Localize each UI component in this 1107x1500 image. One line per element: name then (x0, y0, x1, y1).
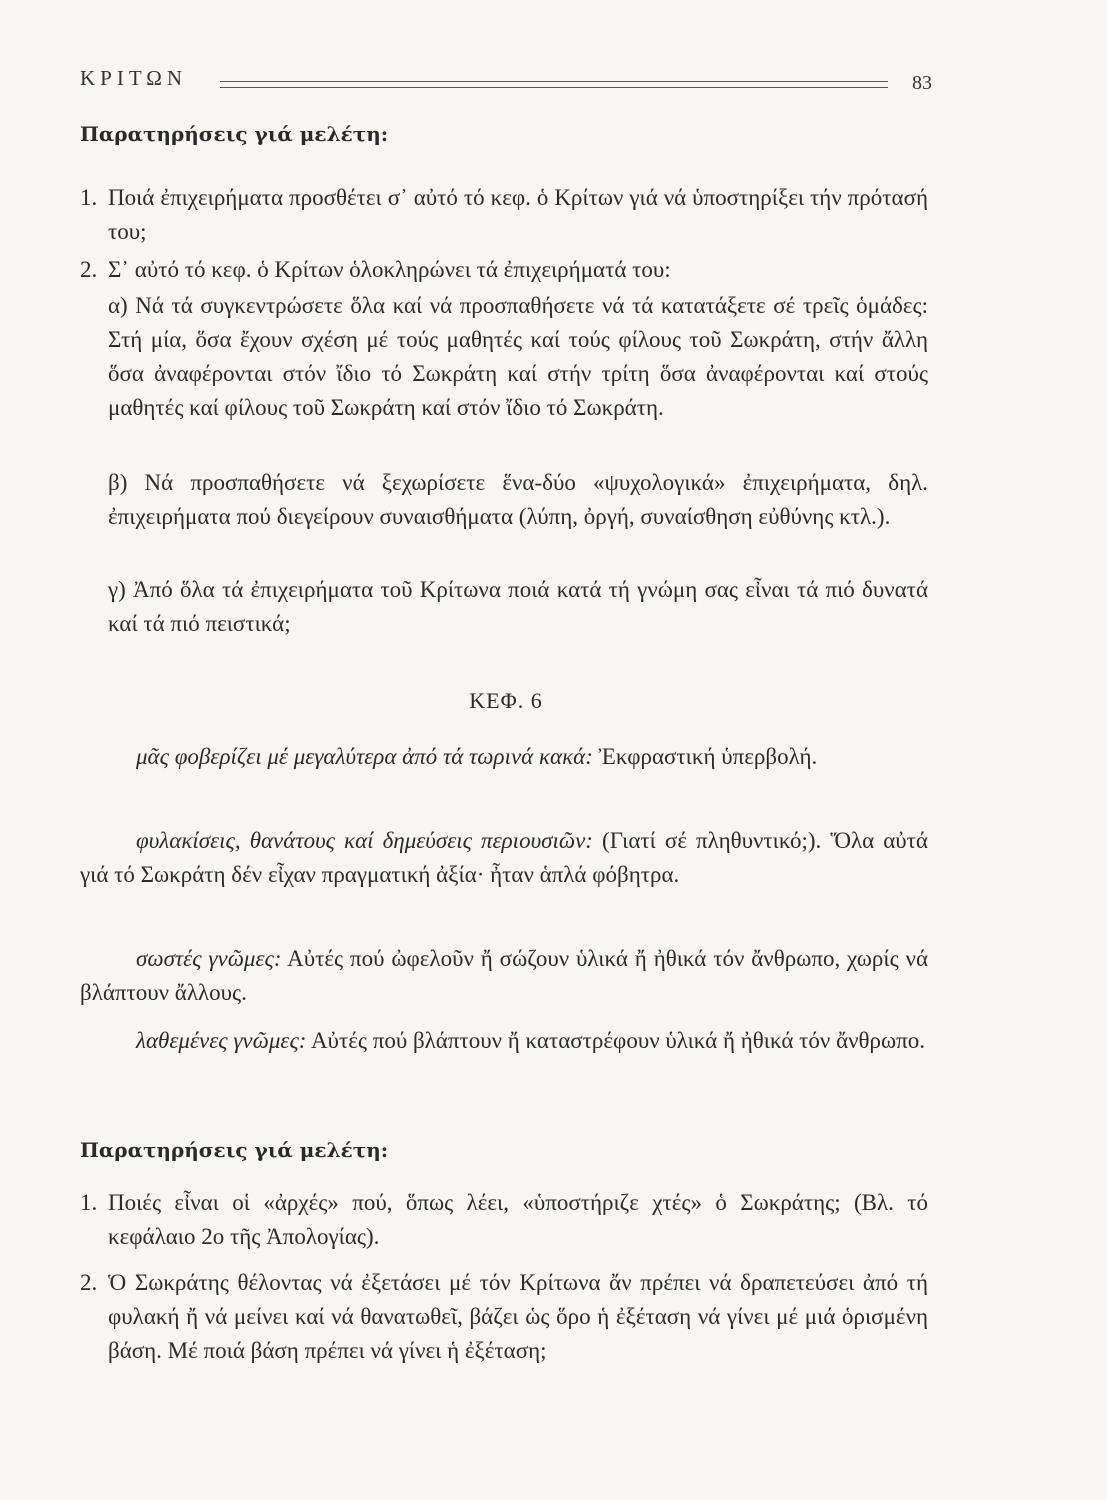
sub-item-a: α) Νά τά συγκεντρώσετε ὅλα καί νά προσπαθήσετε νά τά κατατάξετε σέ τρεῖς ὁμάδες: Στή μία, ὅσα ἔχουν σχέση μέ τούς μαθητές καί τούς φίλους τοῦ Σωκράτη, στήν ἄλλη ὅσα ἀναφέρονται στόν ἴδιο τό Σωκράτη καί στήν τρίτη ὅσα ἀναφέρονται καί στούς μαθητές καί φίλους τοῦ Σωκράτη καί στόν ἴδιο τό Σωκράτη. (108, 293, 928, 420)
header-rule (220, 81, 888, 82)
list-item: Ποιές εἶναι οἱ «ἀρχές» πού, ὅπως λέει, «ὑποστήριζε χτές» ὁ Σωκράτης; (Βλ. τό κεφάλαιο 2ο τῆς Ἀπολογίας). (108, 1190, 928, 1249)
note-term: σωστές γνῶμες: (136, 946, 282, 971)
list-item: Σ᾽ αὐτό τό κεφ. ὁ Κρίτων ὁλοκληρώνει τά ἐπιχειρήματά του: (108, 257, 671, 282)
note-text: Αὐτές πού βλάπτουν ἤ καταστρέφουν ὑλικά ἤ ἠθικά τόν ἄνθρωπο. (306, 1028, 926, 1053)
list-item: Ὁ Σωκράτης θέλοντας νά ἐξετάσει μέ τόν Κρίτωνα ἄν πρέπει νά δραπετεύσει ἀπό τή φυλακή ἤ νά μείνει καί νά θανατωθεῖ, βάζει ὡς ὅρο ἡ ἐξέταση νά γίνει μέ μιά ὁρισμένη βάση. Μέ ποιά βάση πρέπει νά γίνει ἡ ἐξέταση; (108, 1270, 928, 1363)
running-head (80, 66, 932, 106)
study-notes-heading: Παρατηρήσεις γιά μελέτη: (80, 122, 389, 146)
header-rule (220, 87, 888, 88)
list-item-number: 2. (80, 257, 98, 282)
glossary-note (80, 1024, 928, 1058)
note-term: φυλακίσεις, θανάτους καί δημεύσεις περιουσιῶν: (136, 828, 593, 853)
note-text: (Γιατί σέ πληθυντικό;). Ὅλα αὐτά γιά τό Σωκράτη δέν εἶχαν πραγματική ἀξία· ἦταν ἁπλά φόβητρα. (80, 828, 928, 887)
list-item-number: 1. (80, 185, 98, 210)
note-text: Ἐκφραστική ὑπερβολή. (592, 744, 818, 769)
list-item-number: 2. (80, 1270, 98, 1295)
chapter-title: ΚΕΦ. 6 (469, 688, 543, 713)
glossary-note (80, 942, 928, 1010)
list-item: Ποιά ἐπιχειρήματα προσθέτει σ᾽ αὐτό τό κεφ. ὁ Κρίτων γιά νά ὑποστηρίξει τήν πρότασή του; (108, 185, 928, 244)
sub-item-c: γ) Ἀπό ὅλα τά ἐπιχειρήματα τοῦ Κρίτωνα ποιά κατά τή γνώμη σας εἶναι τά πιό δυνατά καί τά πιό πειστικά; (108, 577, 928, 636)
glossary-note (80, 824, 928, 892)
note-text: Αὐτές πού ὠφελοῦν ἤ σώζουν ὑλικά ἤ ἠθικά τόν ἄνθρωπο, χωρίς νά βλάπτουν ἄλλους. (80, 946, 928, 1005)
list-item-number: 1. (80, 1190, 98, 1215)
note-term: μᾶς φοβερίζει μέ μεγαλύτερα ἀπό τά τωρινά κακά: (136, 744, 593, 769)
glossary-note (80, 740, 928, 774)
study-notes-heading: Παρατηρήσεις γιά μελέτη: (80, 1138, 389, 1162)
note-term: λαθεμένες γνῶμες: (136, 1028, 307, 1053)
page-number: 83 (912, 72, 932, 94)
running-head-title: ΚΡΙΤΩΝ (80, 66, 188, 90)
sub-item-b: β) Νά προσπαθήσετε νά ξεχωρίσετε ἕνα-δύο «ψυχολογικά» ἐπιχειρήματα, δηλ. ἐπιχειρήματα πού διεγείρουν συναισθήματα (λύπη, ὀργή, συναίσθηση εὐθύνης κτλ.). (108, 470, 928, 529)
